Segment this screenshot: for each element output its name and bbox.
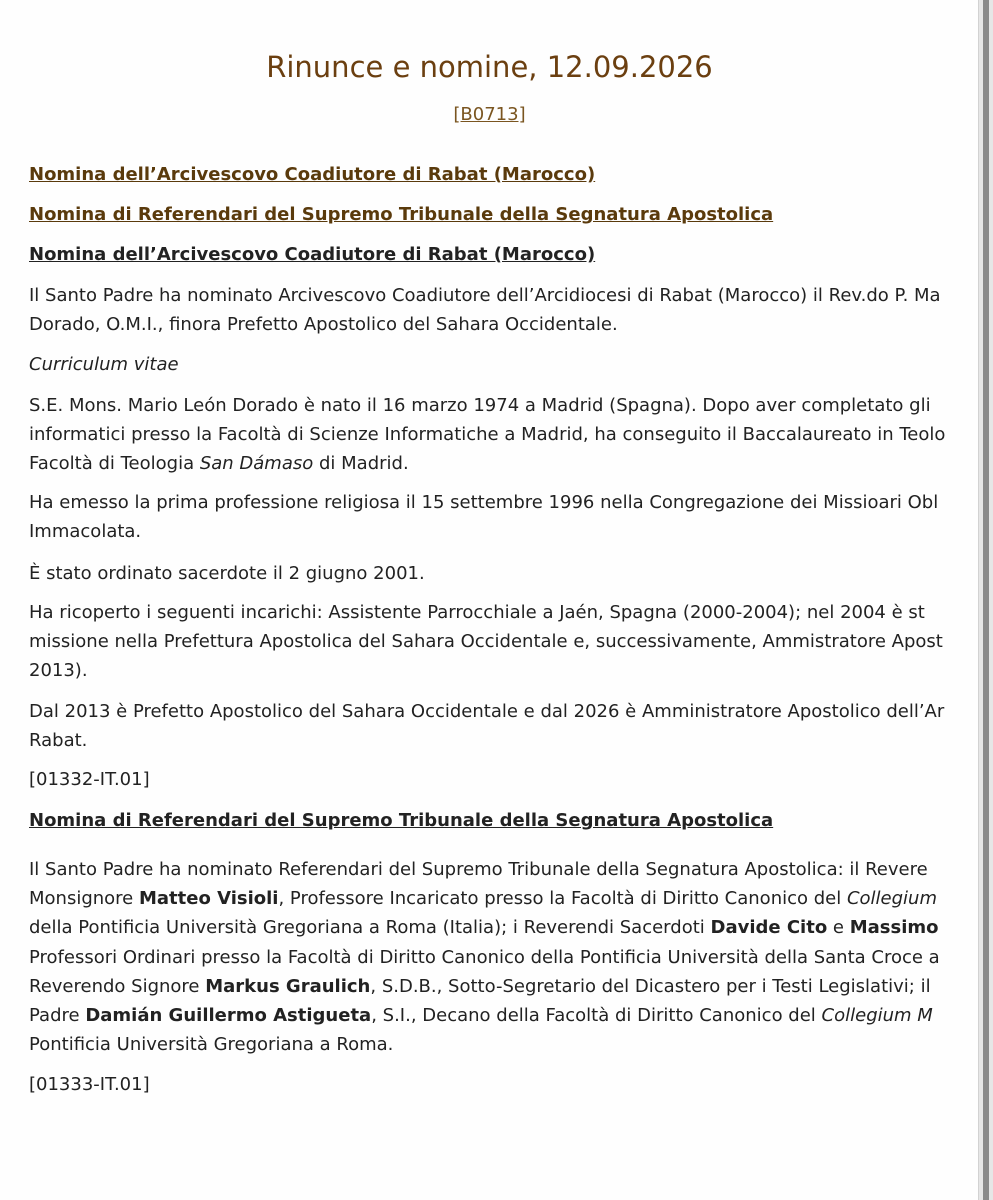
section-heading-referendari-link[interactable]: Nomina di Referendari del Supremo Tribunale della Segnatura Apostolica bbox=[29, 810, 774, 831]
paragraph-line: Pontificia Università Gregoriana a Roma. bbox=[29, 1034, 394, 1055]
text-run: , S.D.B., Sotto-Segretario del Dicastero per i Testi Legislativi; il bbox=[370, 976, 931, 997]
bulletin-code bbox=[0, 104, 979, 125]
italic-text-run: Collegium M bbox=[821, 1005, 933, 1026]
paragraph-line: È stato ordinato sacerdote il 2 giugno 2001. bbox=[29, 563, 425, 584]
paragraph-line: Ha emesso la prima professione religiosa il 15 settembre 1996 nella Congregazione dei Missioari Obl bbox=[29, 492, 939, 513]
paragraph-line: Il Santo Padre ha nominato Referendari del Supremo Tribunale della Segnatura Apostolica: il Revere bbox=[29, 859, 928, 880]
reference-code: [01333-IT.01] bbox=[29, 1074, 150, 1095]
text-run: , Professore Incaricato presso la Facoltà di Diritto Canonico del bbox=[278, 888, 847, 909]
paragraph-line: Ha ricoperto i seguenti incarichi: Assistente Parrocchiale a Jaén, Spagna (2000-2004); nel 2004 è st bbox=[29, 602, 925, 623]
paragraph-line: informatici presso la Facoltà di Scienze Informatiche a Madrid, ha conseguito il Baccalaureato in Teolo bbox=[29, 424, 946, 445]
text-run: della Pontificia Università Gregoriana a Roma (Italia); i Reverendi Sacerdoti bbox=[29, 917, 711, 938]
paragraph-line: Dorado, O.M.I., finora Prefetto Apostolico del Sahara Occidentale. bbox=[29, 314, 618, 335]
text-run: e bbox=[827, 917, 850, 938]
text-run: Monsignore bbox=[29, 888, 139, 909]
section-heading-rabat-link[interactable]: Nomina dell’Arcivescovo Coadiutore di Rabat (Marocco) bbox=[29, 244, 596, 265]
paragraph-line: Immacolata. bbox=[29, 521, 142, 542]
toc-link-referendari[interactable]: Nomina di Referendari del Supremo Tribunale della Segnatura Apostolica bbox=[29, 204, 774, 225]
paragraph-line: Dal 2013 è Prefetto Apostolico del Sahara Occidentale e dal 2026 è Amministratore Apostolico dell’Ar bbox=[29, 701, 945, 722]
text-run: Padre bbox=[29, 1005, 86, 1026]
text-run: Reverendo Signore bbox=[29, 976, 206, 997]
bulletin-code-link[interactable]: [B0713] bbox=[453, 104, 526, 125]
page-title: Rinunce e nomine, 12.09.2026 bbox=[266, 50, 713, 84]
paragraph-line: Professori Ordinari presso la Facoltà di Diritto Canonico della Pontificia Università della Santa Croce a bbox=[29, 947, 940, 968]
section-heading-rabat bbox=[29, 243, 595, 267]
person-name: Matteo Visioli bbox=[138, 888, 279, 909]
italic-text-run: San Dámaso bbox=[199, 453, 314, 474]
text-run: Facoltà di Teologia bbox=[29, 453, 200, 474]
person-name: Massimo bbox=[849, 917, 939, 938]
toc-link-rabat[interactable]: Nomina dell’Arcivescovo Coadiutore di Rabat (Marocco) bbox=[29, 164, 596, 185]
paragraph-line bbox=[29, 1004, 933, 1028]
curriculum-vitae-label: Curriculum vitae bbox=[29, 354, 179, 375]
toc-item-referendari bbox=[29, 203, 773, 227]
reference-code: [01332-IT.01] bbox=[29, 769, 150, 790]
paragraph-line bbox=[29, 452, 409, 476]
paragraph-line bbox=[29, 916, 939, 940]
section-heading-referendari bbox=[29, 809, 773, 833]
person-name: Davide Cito bbox=[710, 917, 828, 938]
paragraph-line: missione nella Prefettura Apostolica del Sahara Occidentale e, successivamente, Ammistratore Apost bbox=[29, 631, 943, 652]
paragraph-line: Il Santo Padre ha nominato Arcivescovo Coadiutore dell’Arcidiocesi di Rabat (Marocco) il Rev.do P. Ma bbox=[29, 285, 941, 306]
italic-text-run: Collegium bbox=[846, 888, 937, 909]
toc-item-rabat bbox=[29, 163, 595, 187]
paragraph-line bbox=[29, 887, 937, 911]
paragraph-line: S.E. Mons. Mario León Dorado è nato il 16 marzo 1974 a Madrid (Spagna). Dopo aver completato gli bbox=[29, 395, 931, 416]
person-name: Markus Graulich bbox=[205, 976, 371, 997]
person-name: Damián Guillermo Astigueta bbox=[85, 1005, 372, 1026]
paragraph-line: 2013). bbox=[29, 660, 88, 681]
vertical-scrollbar[interactable] bbox=[978, 0, 993, 1200]
text-run: , S.I., Decano della Facoltà di Diritto Canonico del bbox=[371, 1005, 822, 1026]
paragraph-line: Rabat. bbox=[29, 730, 88, 751]
scrollbar-thumb[interactable] bbox=[983, 0, 989, 1200]
paragraph-line bbox=[29, 975, 931, 999]
text-run: di Madrid. bbox=[313, 453, 409, 474]
